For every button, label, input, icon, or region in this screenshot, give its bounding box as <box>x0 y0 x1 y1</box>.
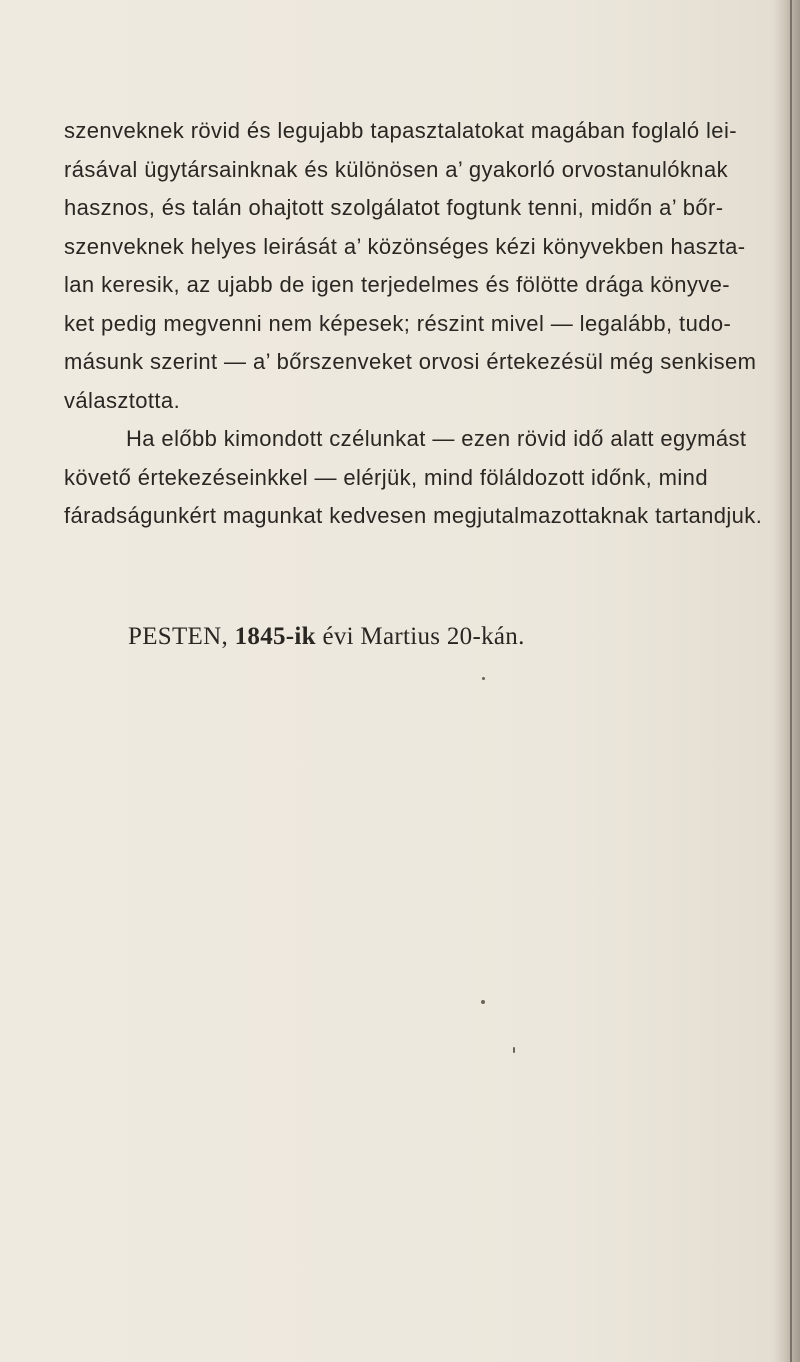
body-text <box>64 112 792 536</box>
paper-speck <box>513 1047 515 1053</box>
text-line: szenveknek rövid és legujabb tapasztalatokat magában foglaló lei- <box>64 118 737 143</box>
dateline <box>128 623 525 651</box>
text-line: követő értekezéseinkkel — elérjük, mind föláldozott időnk, mind <box>64 464 708 490</box>
text-line: hasznos, és talán ohajtott szolgálatot fogtunk tenni, midőn a’ bőr- <box>64 195 724 220</box>
paper-speck <box>481 1000 485 1004</box>
text-line: rásával ügytársainknak és különösen a’ gyakorló orvostanulóknak <box>64 156 728 182</box>
text-line: szenveknek helyes leirását a’ közönséges kézi könyvekben haszta- <box>64 233 746 259</box>
text-line: ket pedig megvenni nem képesek; részint mivel — legalább, tudo- <box>64 310 732 336</box>
dateline-date: évi Martius 20-kán. <box>322 623 525 650</box>
dateline-year: 1845-ik <box>234 623 316 650</box>
paper-speck <box>482 677 485 680</box>
paragraph-2 <box>64 420 792 536</box>
text-line: Ha előbb kimondott czélunkat — ezen rövid idő alatt egymást <box>126 426 747 451</box>
text-line: választotta. <box>64 387 181 413</box>
text-line: másunk szerint — a’ bőrszenveket orvosi értekezésül még senkisem <box>64 349 757 374</box>
paragraph-1 <box>64 112 792 420</box>
dateline-place: PESTEN, <box>128 623 229 650</box>
text-line: fáradságunkért magunkat kedvesen megjutalmazottaknak tartandjuk. <box>64 503 763 528</box>
text-line: lan keresik, az ujabb de igen terjedelmes és fölötte drága könyve- <box>64 272 730 297</box>
